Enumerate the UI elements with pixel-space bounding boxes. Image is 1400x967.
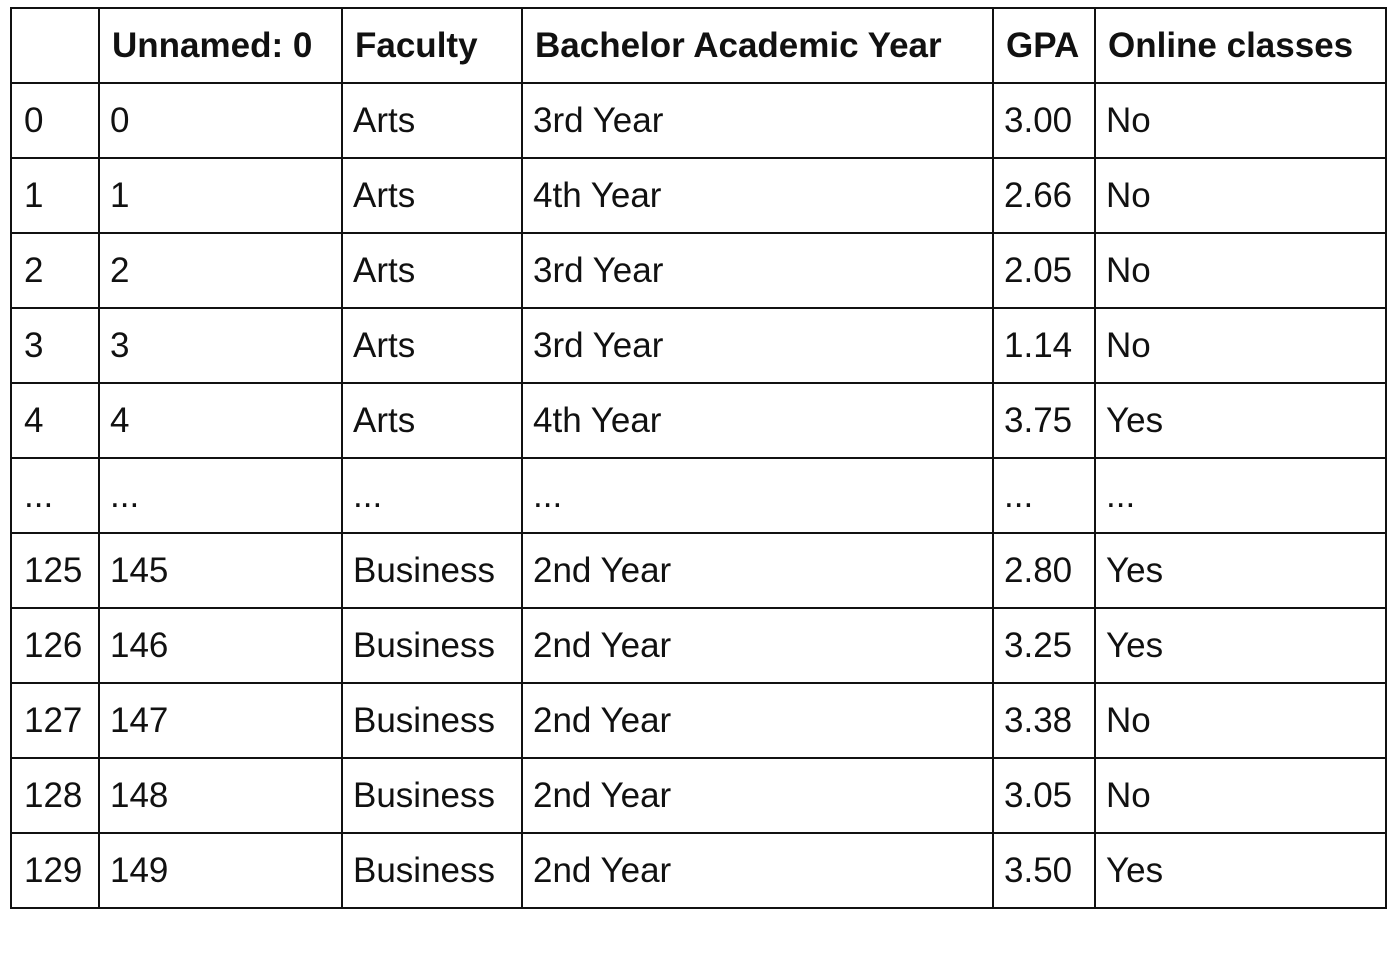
table-row [11, 383, 1386, 458]
academic-year-cell: 3rd Year [522, 233, 993, 308]
gpa-cell: 3.75 [993, 383, 1095, 458]
online-classes-cell: Yes [1095, 608, 1386, 683]
row-index: 3 [11, 308, 99, 383]
row-index: 1 [11, 158, 99, 233]
faculty-cell: Business [342, 758, 522, 833]
online-classes-cell: No [1095, 308, 1386, 383]
online-classes-cell: ... [1095, 458, 1386, 533]
online-classes-cell: Yes [1095, 533, 1386, 608]
unnamed-0-cell: 148 [99, 758, 342, 833]
table-row [11, 833, 1386, 908]
unnamed-0-cell: 2 [99, 233, 342, 308]
gpa-cell: 3.25 [993, 608, 1095, 683]
faculty-cell: Arts [342, 83, 522, 158]
online-classes-cell: No [1095, 758, 1386, 833]
gpa-cell: 2.05 [993, 233, 1095, 308]
gpa-cell: ... [993, 458, 1095, 533]
academic-year-cell: ... [522, 458, 993, 533]
unnamed-0-cell: 146 [99, 608, 342, 683]
table-body [11, 83, 1386, 908]
table-row [11, 683, 1386, 758]
gpa-cell: 3.38 [993, 683, 1095, 758]
column-header-unnamed-0: Unnamed: 0 [99, 8, 342, 83]
unnamed-0-cell: 145 [99, 533, 342, 608]
academic-year-cell: 2nd Year [522, 533, 993, 608]
gpa-cell: 3.05 [993, 758, 1095, 833]
table-row [11, 308, 1386, 383]
faculty-cell: Arts [342, 308, 522, 383]
faculty-cell: ... [342, 458, 522, 533]
unnamed-0-cell: 1 [99, 158, 342, 233]
online-classes-cell: No [1095, 233, 1386, 308]
row-index: 2 [11, 233, 99, 308]
table-row [11, 458, 1386, 533]
academic-year-cell: 4th Year [522, 158, 993, 233]
header-row [11, 8, 1386, 83]
unnamed-0-cell: 149 [99, 833, 342, 908]
academic-year-cell: 3rd Year [522, 308, 993, 383]
faculty-cell: Arts [342, 233, 522, 308]
column-header-gpa: GPA [993, 8, 1095, 83]
online-classes-cell: No [1095, 683, 1386, 758]
column-header-bachelor-academic-year: Bachelor Academic Year [522, 8, 993, 83]
column-header-online-classes: Online classes [1095, 8, 1386, 83]
faculty-cell: Arts [342, 158, 522, 233]
table-row [11, 233, 1386, 308]
table-row [11, 608, 1386, 683]
online-classes-cell: Yes [1095, 833, 1386, 908]
gpa-cell: 3.50 [993, 833, 1095, 908]
academic-year-cell: 2nd Year [522, 608, 993, 683]
unnamed-0-cell: 147 [99, 683, 342, 758]
row-index: 4 [11, 383, 99, 458]
row-index: 129 [11, 833, 99, 908]
table-row [11, 158, 1386, 233]
unnamed-0-cell: ... [99, 458, 342, 533]
faculty-cell: Business [342, 533, 522, 608]
row-index: 125 [11, 533, 99, 608]
table-row [11, 83, 1386, 158]
gpa-cell: 2.66 [993, 158, 1095, 233]
gpa-cell: 1.14 [993, 308, 1095, 383]
faculty-cell: Arts [342, 383, 522, 458]
online-classes-cell: Yes [1095, 383, 1386, 458]
row-index: 127 [11, 683, 99, 758]
column-header-faculty: Faculty [342, 8, 522, 83]
academic-year-cell: 3rd Year [522, 83, 993, 158]
gpa-cell: 3.00 [993, 83, 1095, 158]
faculty-cell: Business [342, 833, 522, 908]
online-classes-cell: No [1095, 83, 1386, 158]
table-row [11, 758, 1386, 833]
academic-year-cell: 4th Year [522, 383, 993, 458]
faculty-cell: Business [342, 683, 522, 758]
gpa-cell: 2.80 [993, 533, 1095, 608]
table-row [11, 533, 1386, 608]
academic-year-cell: 2nd Year [522, 833, 993, 908]
online-classes-cell: No [1095, 158, 1386, 233]
faculty-cell: Business [342, 608, 522, 683]
row-index: 126 [11, 608, 99, 683]
row-index: 128 [11, 758, 99, 833]
unnamed-0-cell: 0 [99, 83, 342, 158]
dataframe-table [10, 7, 1387, 909]
row-index: 0 [11, 83, 99, 158]
academic-year-cell: 2nd Year [522, 683, 993, 758]
academic-year-cell: 2nd Year [522, 758, 993, 833]
index-header [11, 8, 99, 83]
unnamed-0-cell: 4 [99, 383, 342, 458]
row-index: ... [11, 458, 99, 533]
unnamed-0-cell: 3 [99, 308, 342, 383]
